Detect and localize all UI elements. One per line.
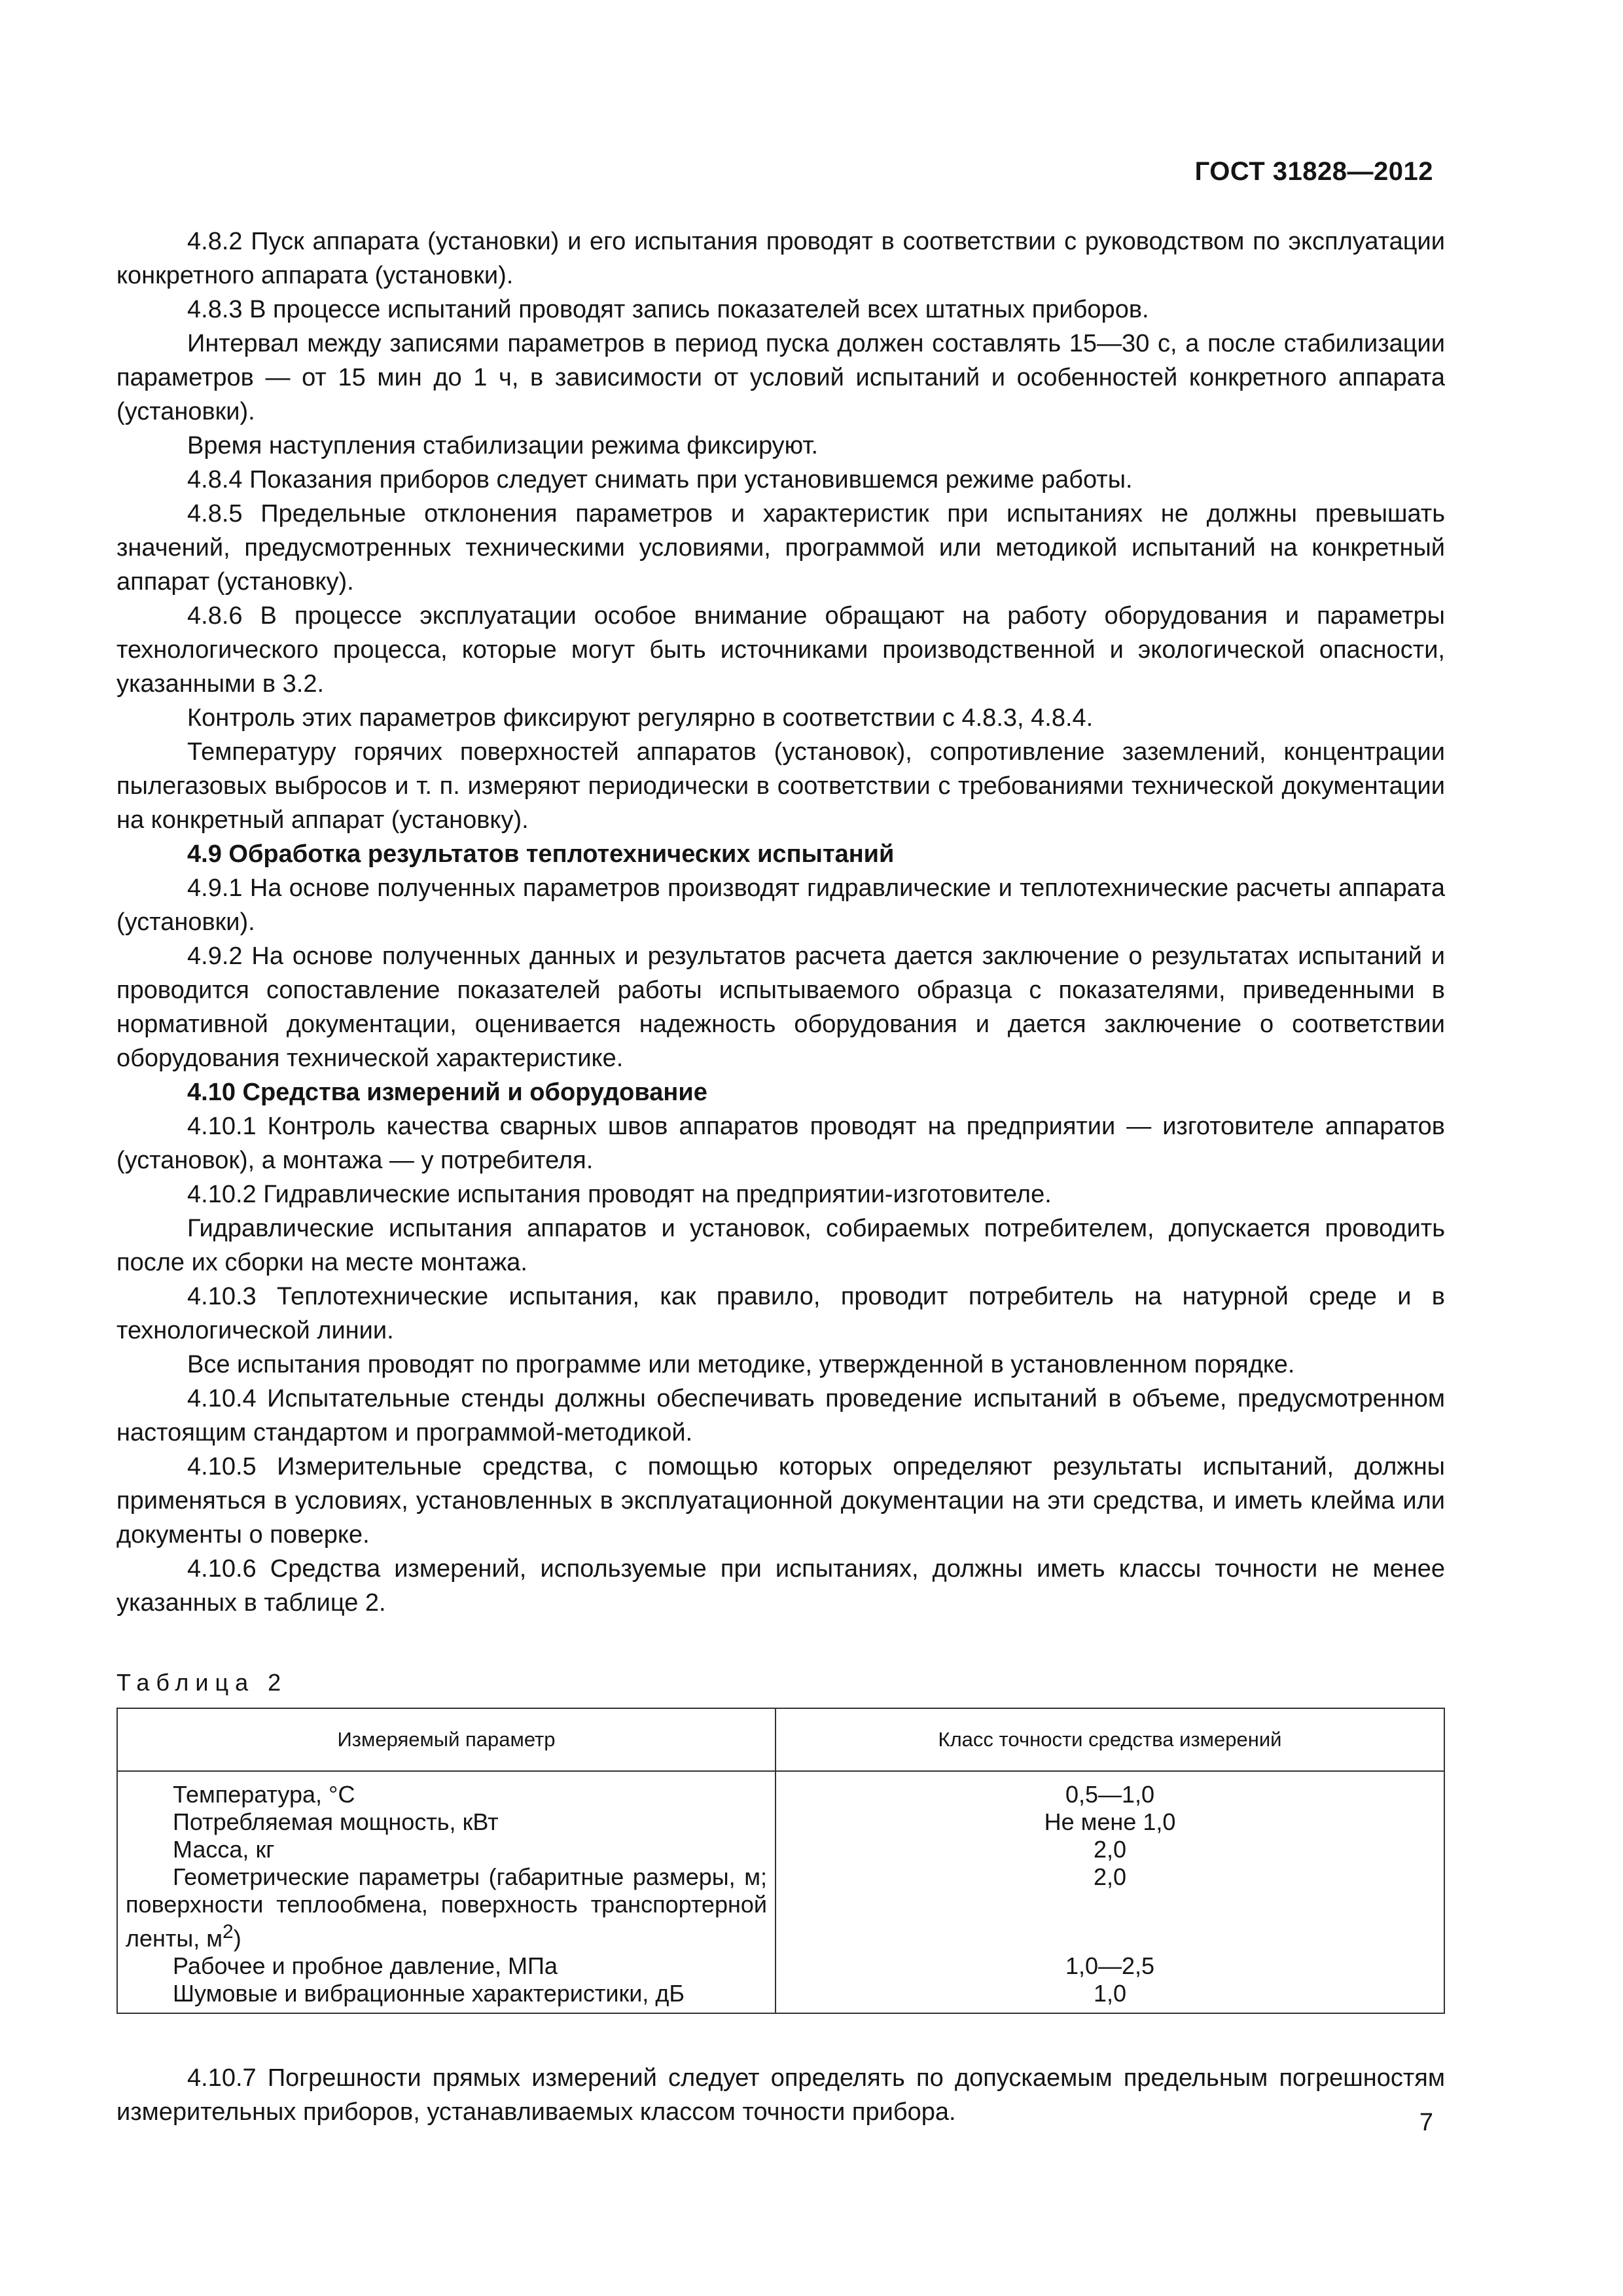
table-cell-parameter: Шумовые и вибрационные характеристики, дБ bbox=[173, 1980, 685, 2007]
table-row bbox=[117, 1952, 1444, 1980]
table-row bbox=[117, 1771, 1444, 1808]
paragraph-4-8-2: 4.8.2 Пуск аппарата (установки) и его испытания проводят в соответствии с руководством по эксплуатации конкретного аппарата (установки). bbox=[116, 228, 1445, 289]
table-cell-parameter-tail: ) bbox=[233, 1925, 241, 1952]
table-cell-value: 1,0 bbox=[776, 1980, 1444, 2013]
paragraph-4-10-6: 4.10.6 Средства измерений, используемые при испытаниях, должны иметь классы точности не менее указанных в таблице 2. bbox=[116, 1555, 1445, 1617]
paragraph-4-8-5: 4.8.5 Предельные отклонения параметров и характеристик при испытаниях не должны превышать значений, предусмотренных техническими условиями, программой или методикой испытаний на конкретный аппарат (установку). bbox=[116, 500, 1445, 596]
paragraph-4-10-2-assembly: Гидравлические испытания аппаратов и установок, собираемых потребителем, допускается проводить после их сборки на месте монтажа. bbox=[116, 1215, 1445, 1276]
table-row bbox=[117, 1980, 1444, 2013]
paragraph-4-9-2: 4.9.2 На основе полученных данных и результатов расчета дается заключение о результатах испытаний и проводится сопоставление показателей работы испытываемого образца с показателями, приведенными в нормативной документации, оценивается надежность оборудования и дается заключение о соответствии оборудования технической характеристике. bbox=[116, 942, 1445, 1072]
table-cell-parameter: Температура, °C bbox=[173, 1781, 355, 1808]
section-heading-4-9: 4.9 Обработка результатов теплотехнических испытаний bbox=[187, 840, 895, 868]
table-cell-value: 2,0 bbox=[776, 1863, 1444, 1952]
paragraph-4-10-2: 4.10.2 Гидравлические испытания проводят на предприятии-изготовителе. bbox=[187, 1181, 1052, 1208]
paragraph-4-8-3-stabilization: Время наступления стабилизации режима фиксируют. bbox=[187, 432, 819, 459]
table-cell-value: Не мене 1,0 bbox=[776, 1808, 1444, 1836]
table-header-accuracy: Класс точности средства измерений bbox=[776, 1708, 1444, 1771]
table-row bbox=[117, 1863, 1444, 1952]
paragraph-4-8-3-interval: Интервал между записями параметров в период пуска должен составлять 15—30 с, а после стабилизации параметров — от 15 мин до 1 ч, в зависимости от условий испытаний и особенностей конкретного аппарата (установки). bbox=[116, 330, 1445, 425]
paragraph-4-10-1: 4.10.1 Контроль качества сварных швов аппаратов проводят на предприятии — изготовителе аппаратов (установок), а монтажа — у потребителя. bbox=[116, 1113, 1445, 1174]
table-cell-parameter: Рабочее и пробное давление, МПа bbox=[173, 1952, 558, 1979]
paragraph-4-10-4: 4.10.4 Испытательные стенды должны обеспечивать проведение испытаний в объеме, предусмотренном настоящим стандартом и программой-методикой. bbox=[116, 1385, 1445, 1446]
section-heading-4-10: 4.10 Средства измерений и оборудование bbox=[187, 1079, 707, 1106]
paragraph-4-10-5: 4.10.5 Измерительные средства, с помощью которых определяют результаты испытаний, должны применяться в условиях, установленных в эксплуатационной документации на эти средства, и иметь клейма или документы о поверке. bbox=[116, 1453, 1445, 1549]
paragraph-4-8-3: 4.8.3 В процессе испытаний проводят запись показателей всех штатных приборов. bbox=[187, 296, 1149, 323]
paragraph-4-8-6: 4.8.6 В процессе эксплуатации особое внимание обращают на работу оборудования и параметры технологического процесса, которые могут быть источниками производственной и экологической опасности, указанными в 3.2. bbox=[116, 602, 1445, 698]
table-row bbox=[117, 1808, 1444, 1836]
table-row bbox=[117, 1836, 1444, 1863]
table-cell-parameter: Геометрические параметры (габаритные размеры, м; поверхности теплообмена, поверхность транспортерной ленты, м bbox=[126, 1863, 767, 1952]
table-cell-value: 0,5—1,0 bbox=[776, 1771, 1444, 1808]
page-content bbox=[116, 224, 1445, 2129]
paragraph-4-10-3-program: Все испытания проводят по программе или методике, утвержденной в установленном порядке. bbox=[187, 1351, 1295, 1378]
table-cell-parameter: Масса, кг bbox=[173, 1836, 275, 1863]
paragraph-4-8-6-control: Контроль этих параметров фиксируют регулярно в соответствии с 4.8.3, 4.8.4. bbox=[187, 704, 1094, 732]
table-caption: Таблица 2 bbox=[116, 1669, 288, 1696]
page-number: 7 bbox=[1419, 2109, 1433, 2136]
table-cell-parameter: Потребляемая мощность, кВт bbox=[173, 1808, 499, 1835]
table-cell-value: 2,0 bbox=[776, 1836, 1444, 1863]
paragraph-4-8-4: 4.8.4 Показания приборов следует снимать при установившемся режиме работы. bbox=[187, 466, 1133, 493]
table-header-parameter: Измеряемый параметр bbox=[117, 1708, 776, 1771]
table-header-row bbox=[117, 1708, 1444, 1771]
table-cell-value: 1,0—2,5 bbox=[776, 1952, 1444, 1980]
superscript-exponent: 2 bbox=[223, 1921, 234, 1943]
paragraph-4-9-1: 4.9.1 На основе полученных параметров производят гидравлические и теплотехнические расчеты аппарата (установки). bbox=[116, 874, 1445, 936]
table-cell-parameter-multiline bbox=[126, 1863, 767, 1952]
paragraph-4-10-7: 4.10.7 Погрешности прямых измерений следует определять по допускаемым предельным погрешностям измерительных приборов, устанавливаемых классом точности прибора. bbox=[116, 2064, 1445, 2126]
accuracy-class-table bbox=[116, 1708, 1445, 2014]
document-header: ГОСТ 31828—2012 bbox=[1194, 157, 1433, 186]
paragraph-4-10-3: 4.10.3 Теплотехнические испытания, как правило, проводит потребитель на натурной среде и в технологической линии. bbox=[116, 1283, 1445, 1344]
paragraph-4-8-6-temperature: Температуру горячих поверхностей аппаратов (установок), сопротивление заземлений, концентрации пылегазовых выбросов и т. п. измеряют периодически в соответствии с требованиями технической документации на конкретный аппарат (установку). bbox=[116, 738, 1445, 834]
